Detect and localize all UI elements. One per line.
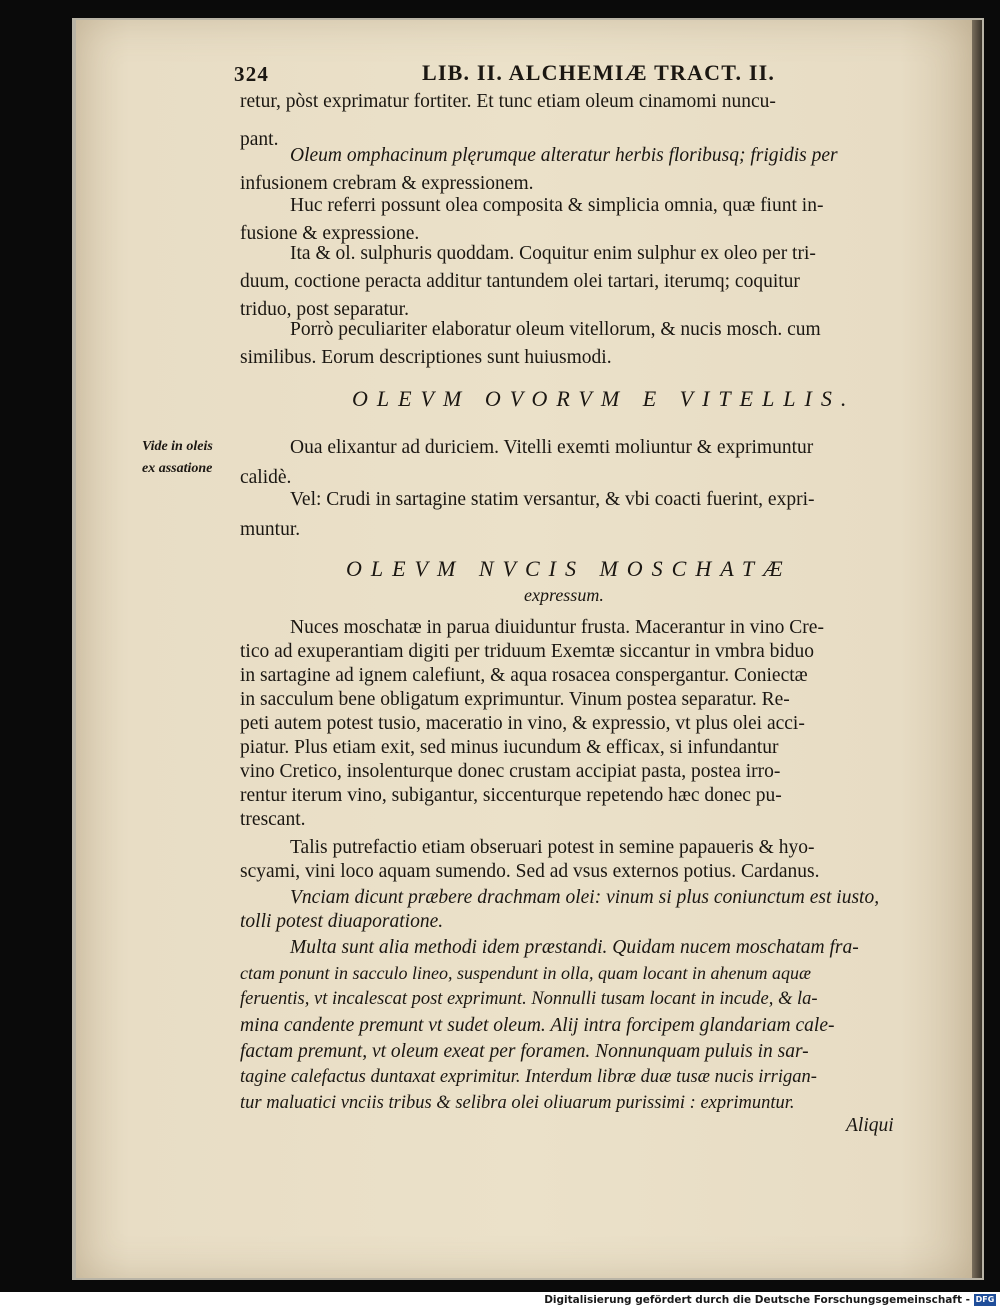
text-line: Nuces moschatæ in parua diuiduntur frusta. Macerantur in vino Cre- [290,617,824,638]
digitization-credit: Digitalisierung gefördert durch die Deutsche Forschungsgemeinschaft - [544,1294,970,1306]
text-line: tolli potest diuaporatione. [240,911,444,932]
text-line: scyami, vini loco aquam sumendo. Sed ad vsus externos potius. Cardanus. [240,861,820,882]
text-line: in sacculum bene obligatum exprimuntur. Vinum postea separatur. Re- [240,689,790,710]
book-page [76,20,972,1278]
text-line: similibus. Eorum descriptiones sunt huiusmodi. [240,347,612,368]
text-line: feruentis, vt incalescat post exprimunt. Nonnulli tusam locant in incude, & la- [240,989,818,1009]
text-line: pant. [240,129,279,150]
text-line: Ita & ol. sulphuris quoddam. Coquitur enim sulphur ex oleo per tri- [290,243,816,264]
text-line: tico ad exuperantiam digiti per triduum Exemtæ siccantur in vmbra biduo [240,641,815,662]
text-line: trescant. [240,809,306,830]
text-line: tur maluatici vnciis tribus & selibra olei oliuarum purissimi : exprimuntur. [240,1093,795,1113]
section-title: OLEVM OVORVM E VITELLIS. [352,386,856,411]
text-line: calidè. [240,467,292,488]
text-line: fusione & expressione. [240,223,420,244]
text-line: peti autem potest tusio, maceratio in vino, & expressio, vt plus olei acci- [240,713,805,734]
text-line: Talis putrefactio etiam obseruari potest in semine papaueris & hyo- [290,837,815,858]
text-line: triduo, post separatur. [240,299,409,320]
text-line: ctam ponunt in sacculo lineo, suspendunt in olla, quam locant in ahenum aquæ [240,963,811,983]
text-line: Vel: Crudi in sartagine statim versantur, & vbi coacti fuerint, expri- [290,489,815,510]
catchword: Aliqui [846,1115,894,1136]
page-edge-shadow [972,20,982,1278]
text-line: infusionem crebram & expressionem. [240,173,534,194]
text-line: muntur. [240,519,301,540]
text-line: Porrò peculiariter elaboratur oleum vitellorum, & nucis mosch. cum [290,319,821,340]
text-line: vino Cretico, insolenturque donec crustam accipiat pasta, postea irro- [240,761,781,782]
section-title: OLEVM NVCIS MOSCHATÆ [346,556,792,581]
text-line: piatur. Plus etiam exit, sed minus iucundum & efficax, si infundantur [240,737,779,758]
text-line: Huc referri possunt olea composita & simplicia omnia, quæ fiunt in- [290,195,824,216]
section-subtitle: expressum. [524,585,604,605]
text-line: rentur iterum vino, subigantur, siccenturque repetendo hæc donec pu- [240,785,782,806]
margin-note: ex assatione [142,461,213,476]
text-line: in sartagine ad ignem calefiunt, & aqua rosacea conspergantur. Coniectæ [240,665,808,686]
text-line: Multa sunt alia methodi idem præstandi. Quidam nucem moschatam fra- [290,937,859,958]
page-number: 324 [234,62,270,86]
text-line: mina candente premunt vt sudet oleum. Alij intra forcipem glandariam cale- [240,1015,835,1036]
text-line: Oleum omphacinum plęrumque alteratur herbis floribusq; frigidis per [290,145,838,166]
dfg-logo: DFG [975,1295,995,1304]
text-line: retur, pòst exprimatur fortiter. Et tunc etiam oleum cinamomi nuncu- [240,91,776,112]
running-title: LIB. II. ALCHEMIÆ TRACT. II. [422,60,776,85]
text-line: duum, coctione peracta additur tantundem olei tartari, iterumq; coquitur [240,271,800,292]
margin-note: Vide in oleis [142,439,213,454]
text-line: Oua elixantur ad duriciem. Vitelli exemti moliuntur & exprimuntur [290,437,814,458]
text-line: factam premunt, vt oleum exeat per foramen. Nonnunquam puluis in sar- [240,1041,809,1062]
text-line: Vnciam dicunt præbere drachmam olei: vinum si plus coniunctum est iusto, [290,887,880,908]
text-line: tagine calefactus duntaxat exprimitur. Interdum libræ duæ tusæ nucis irrigan- [240,1067,817,1087]
